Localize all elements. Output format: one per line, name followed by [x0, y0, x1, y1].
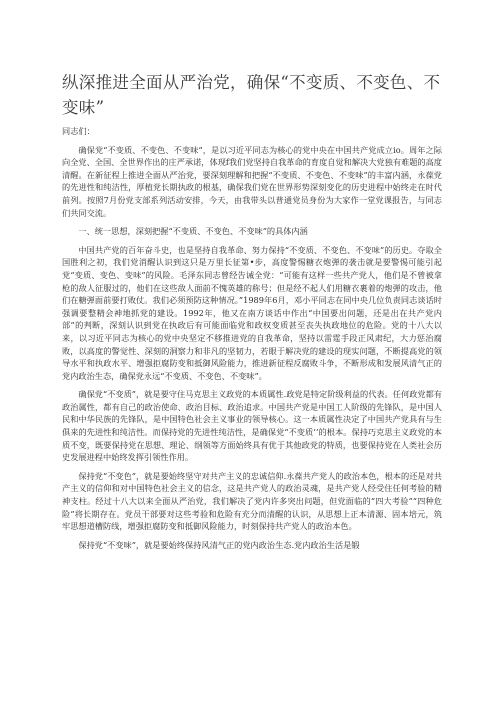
paragraph: 确保党“不变质”，就是要守住马克思主义政党的本质属性.政党是特定阶级利益的代表。任何政党都有政治属性，都有自己的政治使命、政治目标、政治追求。中国共产党是中国工人阶级的先锋队，是中国人民和中华民族的先锋队，是中国特色社会主义事业的领导核心。这一本质属性决定了中国共产党具有与生俱来的先进性和纯洁性。而保持党的先进性纯洁性，是确保党“不变质’’的根本。保持巧克思主义政党的本质不变，既要保持党在思想、理论、纲领等方面始终具有优于其他政党的特质，也要保持党在人类社会历史发展进程中始终发挥引领性作用。: [62, 389, 442, 463]
paragraph: 确保党“不变质、不变色、不变味”，是以习近平同志为核心的党中央在中国共产党成立io。周年之际向全党、全国、全世界作出的庄严承诺，体现f我们党坚持自我革命的育度自觉和解决大党独有难题的高度清醒。在新征程上推进全面从严治党，要深刻理解和把握“不变质、不变色、不变味”的丰富内涵，永葆党的先进性和纯洁性，厚植党长期执政的根基，确保我们党在世界形势深刻变化的历史进程中始终走在时代前列。按照7月份党支部系列活动安排，今天，由我带头以普通党员身份为大家作一堂党课报告，与同志们共同交流。: [62, 144, 442, 218]
paragraph: 中国共产党的百年奋斗史，也是坚持自我革命、努力保持“不变质、不变色、不变味”的历史。夺取全国胜利之初，我们党消醒认识到这只是万里长征第•步，高度警惕糖衣炮弹的袭击就是要警惕可能引起党“变质、变色、变味”的风险。毛泽东同志曾经告诫全党：“可能有这样一些共产党人，他们是不曾被拿枪的敌人征服过的，他们在这些敌人面前不愧英雄的称号；但是经不起人们用糖衣裹着的炮弹的攻击，他们在糖弹面前要打败仗。我们必须预防这种情况。”1989年6月，邓小平同志在同中央几位负责同志谈话时强调要整精会神地抓党的建设。1992年，他又在南方谈话中作出“中国要出问题，还是出在共产党内部”的判断，深刻认识到党在执政后有可能面临党和政权变质甚至丧失执政地位的危险。党的十八大以来，以习近平同志为核心的党中央坚定不移推进党的自我革命，坚持以雷霆手段正风肃纪，大力惩治腐败，以高度的警觉性、深刻的洞察力和非凡的坚韧力，若眼于解决党的建设的现实问题，不断提高党的领导水平和执政水平、增强拒腐防变和抵御风险能力，推进新征程反腐败斗争，不断形成和发展风清气正的党内政治生态，确保党永远“不变质、不变色、不变味”。: [62, 244, 442, 381]
greeting: 同志们：: [62, 126, 95, 136]
section-heading: 一、统一思想，深刻把握“不变质、不变色、不变味”的具体内涵: [78, 226, 308, 237]
paragraph: 保持党“不变色”，就是要始终坚守对共产主义的忠诚信仰.永葆共产党人的政治本色，根本的还是对共产主义的信仰和对中国特色社会主义的信念，这是共产党人的政治灵魂，是共产党人经受住任何考验的精神支柱。经过十八大以来全面从严治党，我们解决了党内许多突出问题，但党面临的“四大考验”“四种危险”将长期存在。党员干部要对这些考验和危险有充分而清醒的认识，从思想上正本清源、固本培元，筑牢思想道槽防线，增强拒腐防变和抵御风险能力，时刻保持共产党人的政治本色。: [62, 470, 442, 532]
paragraph: 保持党“不变味”，就是要始终保持风清气正的党内政治生态.党内政治生活是锻: [78, 539, 360, 550]
document-body: [62, 125, 442, 557]
document-title: 纵深推进全面从严治党，确保“不变质、不变色、不变味”: [62, 73, 441, 117]
